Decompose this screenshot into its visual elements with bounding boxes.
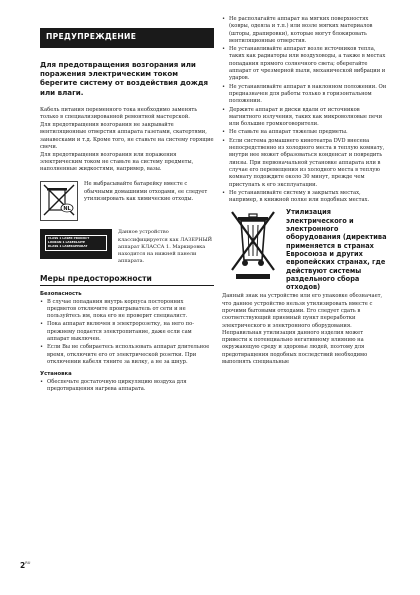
list-item: • Не располагайте аппарат на мягких поверхностях (ковры, одеяла и т.п.) или возле мягких материалов (шторы, драпировки), которые могут блокировать вентиляционные отверстия. <box>222 16 390 45</box>
disposal-notice <box>222 208 390 291</box>
disposal-body-text: Данный знак на устройстве или его упаковке обозначает, что данное устройство нельзя утилизировать вместе с прочими бытовыми отходами. Его следует сдать в соответствующий приемный пункт переработки электрического и электронного оборудования. Неправильная утилизация данного изделия может привести к потенциально негативному влиянию на окружающую среду и здоровье людей, поэтому для предотвращения подобных последствий необходимо выполнять специальные <box>222 293 383 366</box>
paragraph-cable: Кабель питания переменного тока необходимо заменять только в специализированной ремонтной мастерской. <box>40 106 198 121</box>
paragraph-liquids: Для предотвращения возгорания или поражения электрическим током не ставьте на систему предметы, наполненные жидкостями, например, вазы. <box>40 151 194 173</box>
list-item: • Если система домашнего кинотеатра DVD внесена непосредственно из холодного места в теплую комнату, внутри нее может образоваться конденсат и повредить линзы. При первоначальной установке аппарата или в случае его перемещения из холодного места в теплую комнату подождите около 30 минут, прежде чем приступать к его эксплуатации. <box>222 138 390 189</box>
battery-notice <box>40 181 214 221</box>
page-number-value: 2 <box>20 561 26 570</box>
laser-notice <box>40 229 214 265</box>
precautions-heading: Меры предосторожности <box>40 274 214 286</box>
list-item: • Держите аппарат и диски вдали от источников магнитного излучения, таких как микроволновые печи или большие громкоговорители. <box>222 107 390 129</box>
list-item: • Пока аппарат включен в электророзетку, на него по-прежнему подается электропитание, даже если сам аппарат выключен. <box>40 321 214 343</box>
laser-label-line-2: LUOKAN 1 LASERLAITE <box>48 240 85 245</box>
installation-heading: Установка <box>40 371 72 378</box>
banner-rule <box>40 47 214 48</box>
laser-class-label <box>40 229 112 259</box>
no-battery-disposal-icon <box>40 181 78 221</box>
warning-banner: ПРЕДУПРЕЖДЕНИЕ <box>40 28 214 47</box>
laser-label-line-1: CLASS 1 LASER PRODUCT <box>48 236 90 241</box>
list-item: • Если Вы не собираетесь использовать аппарат длительное время, отключите его от электрической розетки. При отключении кабеля тяните за вилку, а не за шнур. <box>40 344 214 366</box>
installation-list-continued <box>222 16 390 204</box>
laser-notice-text: Данное устройство классифицируется как ЛАЗЕРНЫЙ аппарат КЛАССА 1. Маркировка находится на нижней панели аппарата. <box>118 229 212 265</box>
page-number <box>20 561 30 570</box>
battery-notice-text: Не выбрасывайте батарейку вместе с обычными домашними отходами, ее следует утилизировать как химические отходы. <box>84 181 208 203</box>
disposal-heading: Утилизация электрического и электронного оборудования (директива применяется в странах Евросоюза и других европейских странах, где действуют системы раздельного сбора отходов) <box>286 208 387 292</box>
left-column <box>40 28 214 395</box>
list-item: • Не устанавливайте аппарат возле источников тепла, таких как радиаторы или воздуховоды, а также в местах попадания прямого солнечного света; оберегайте аппарат от чрезмерной пыли, механической вибрации и ударов. <box>222 46 390 82</box>
list-item: • Не ставьте на аппарат тяжелые предметы. <box>222 129 390 136</box>
laser-label-line-3: KLASS 1 LASERAPPARAT <box>48 244 88 249</box>
right-column <box>222 16 390 366</box>
svg-text:NL: NL <box>63 206 71 213</box>
list-item: • В случае попадания внутрь корпуса посторонних предметов отключите проигрыватель от сети и не пользуйтесь им, пока его не проверит специалист. <box>40 299 214 321</box>
installation-list <box>40 379 214 394</box>
list-item: • Не устанавливайте систему в закрытых местах, например, в книжной полке или подобных местах. <box>222 190 390 205</box>
list-item: • Обеспечьте достаточную циркуляцию воздуха для предотвращения нагрева аппарата. <box>40 379 214 394</box>
page-lang-code: RU <box>25 561 31 565</box>
paragraph-ventilation: Для предотвращения возгорания не закрывайте вентиляционные отверстия аппарата газетами, скатертями, занавесками и т.д. Кроме того, не ставьте на систему горящие свечи. <box>40 121 214 150</box>
list-item: • Не устанавливайте аппарат в наклонном положении. Он предназначен для работы только в горизонтальном положении. <box>222 84 390 106</box>
safety-list <box>40 299 214 367</box>
safety-heading: Безопасность <box>40 290 82 297</box>
warning-title: Для предотвращения возгорания или поражения электрическим током берегите систему от воздействия дождя или влаги. <box>40 60 209 97</box>
crossed-bin-icon <box>222 208 282 284</box>
